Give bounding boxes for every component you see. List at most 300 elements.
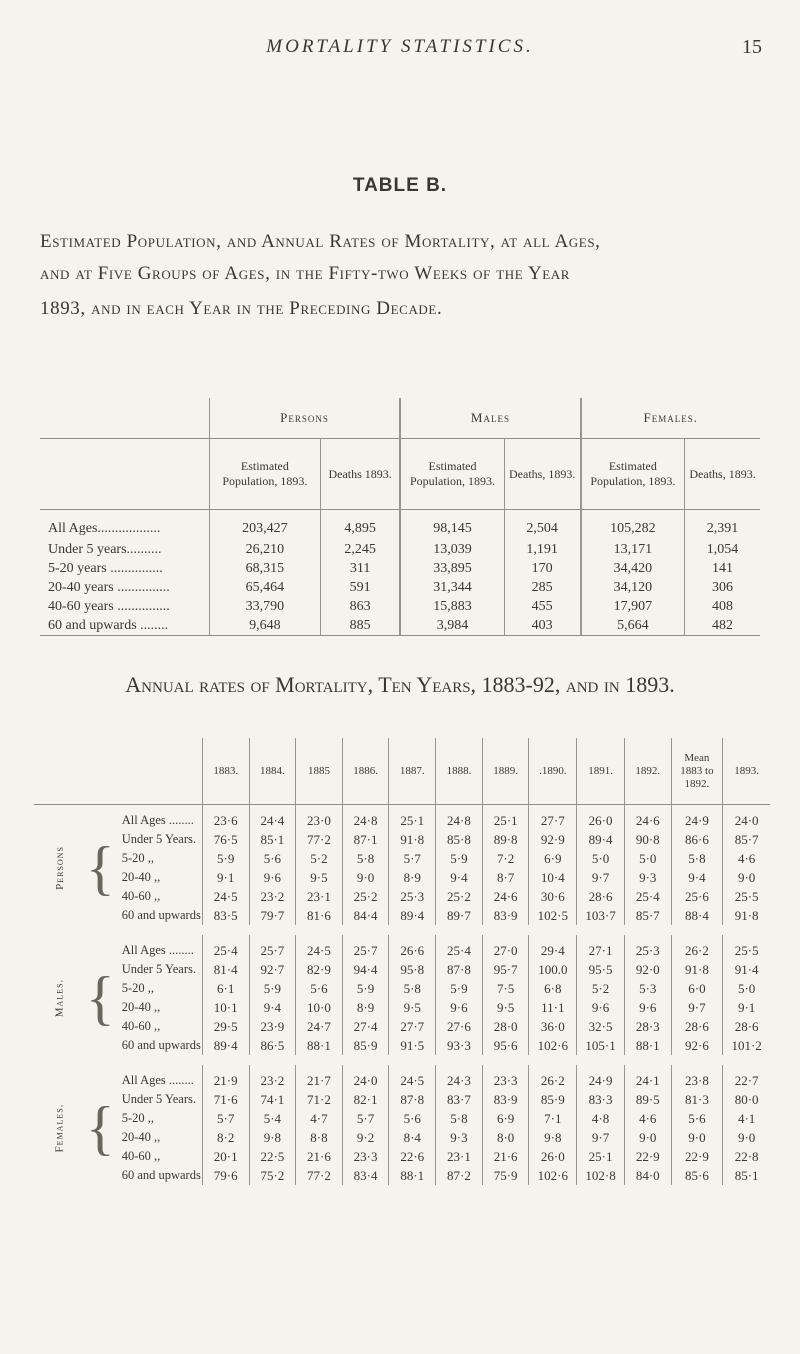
rate-row bbox=[34, 830, 770, 849]
age-label: All Ages ........ bbox=[121, 813, 194, 827]
rate-cell: 75·9 bbox=[482, 1166, 529, 1185]
rate-cell: 85·7 bbox=[723, 830, 770, 849]
table-label: TABLE B. bbox=[352, 175, 448, 196]
rate-cell: 5·8 bbox=[342, 849, 389, 868]
rate-cell: 6·8 bbox=[529, 979, 577, 998]
row-label: Under 5 years.......... bbox=[48, 541, 162, 557]
population-cell: 408 bbox=[685, 597, 760, 616]
rate-cell: 5·0 bbox=[577, 849, 625, 868]
population-cell: 13,039 bbox=[400, 540, 504, 559]
rate-cell: 87·2 bbox=[436, 1166, 483, 1185]
population-cell: 15,883 bbox=[400, 597, 504, 616]
population-cell: 2,391 bbox=[685, 510, 760, 541]
rate-cell: 6·1 bbox=[202, 979, 249, 998]
rate-cell: 91·8 bbox=[723, 906, 770, 925]
population-row bbox=[40, 510, 760, 541]
rate-row bbox=[34, 805, 770, 831]
rate-cell: 9·5 bbox=[296, 868, 343, 887]
age-label: 60 and upwards bbox=[121, 908, 201, 922]
rate-cell: 102·6 bbox=[529, 1036, 577, 1055]
rate-cell: 28·6 bbox=[577, 887, 625, 906]
rate-cell: 88·1 bbox=[624, 1036, 671, 1055]
population-cell: 31,344 bbox=[400, 578, 504, 597]
year-header: Mean 1883 to 1892. bbox=[671, 738, 723, 805]
rate-cell: 86·6 bbox=[671, 830, 723, 849]
rate-cell: 74·1 bbox=[249, 1090, 296, 1109]
rate-cell: 22·8 bbox=[723, 1147, 770, 1166]
rate-cell: 9·0 bbox=[723, 868, 770, 887]
rate-cell: 5·6 bbox=[671, 1109, 723, 1128]
group-brace: { bbox=[85, 965, 115, 1031]
rate-cell: 23·6 bbox=[202, 805, 249, 831]
rate-cell: 25·4 bbox=[436, 935, 483, 960]
year-header: 1887. bbox=[389, 738, 436, 805]
rate-cell: 24·5 bbox=[296, 935, 343, 960]
rate-cell: 91·8 bbox=[389, 830, 436, 849]
row-label: 60 and upwards ........ bbox=[48, 617, 169, 633]
rate-cell: 82·9 bbox=[296, 960, 343, 979]
rate-cell: 24·4 bbox=[249, 805, 296, 831]
year-header: 1886. bbox=[342, 738, 389, 805]
rate-cell: 25·5 bbox=[723, 887, 770, 906]
rate-row bbox=[34, 998, 770, 1017]
running-head bbox=[0, 36, 800, 66]
rate-cell: 23·1 bbox=[436, 1147, 483, 1166]
rate-row bbox=[34, 906, 770, 925]
rate-cell: 25·4 bbox=[624, 887, 671, 906]
rate-cell: 24·8 bbox=[436, 805, 483, 831]
rate-row bbox=[34, 1166, 770, 1185]
rate-cell: 26·0 bbox=[577, 805, 625, 831]
rate-cell: 24·3 bbox=[436, 1065, 483, 1090]
rate-cell: 82·1 bbox=[342, 1090, 389, 1109]
rate-cell: 24·1 bbox=[624, 1065, 671, 1090]
population-cell: 311 bbox=[321, 559, 401, 578]
rate-cell: 25·1 bbox=[577, 1147, 625, 1166]
rate-cell: 9·1 bbox=[202, 868, 249, 887]
rate-cell: 92·9 bbox=[529, 830, 577, 849]
rate-cell: 83·9 bbox=[482, 906, 529, 925]
population-cell: 141 bbox=[685, 559, 760, 578]
separator-cell bbox=[34, 925, 770, 935]
subtitle-line-1: Estimated Population, and Annual Rates of Mortality, at all Ages, bbox=[40, 231, 601, 252]
population-cell: 3,984 bbox=[400, 616, 504, 636]
population-row bbox=[40, 616, 760, 636]
rate-row bbox=[34, 1036, 770, 1055]
rate-row bbox=[34, 1109, 770, 1128]
rate-cell: 91·5 bbox=[389, 1036, 436, 1055]
col-males-deaths: Deaths, 1893. bbox=[504, 439, 580, 510]
rate-cell: 77·2 bbox=[296, 1166, 343, 1185]
rate-cell: 81·3 bbox=[671, 1090, 723, 1109]
rate-cell: 103·7 bbox=[577, 906, 625, 925]
col-females-population: Estimated Population, 1893. bbox=[581, 439, 685, 510]
rate-cell: 85·7 bbox=[624, 906, 671, 925]
group-header-females: Females. bbox=[581, 398, 760, 439]
rate-cell: 22·5 bbox=[249, 1147, 296, 1166]
rate-cell: 89·8 bbox=[482, 830, 529, 849]
rate-cell: 6·9 bbox=[482, 1109, 529, 1128]
rates-caption: Annual rates of Mortality, Ten Years, 1883-92, and in 1893. bbox=[125, 672, 675, 697]
rate-cell: 9·7 bbox=[577, 868, 625, 887]
population-cell: 9,648 bbox=[209, 616, 320, 636]
rate-cell: 9·6 bbox=[577, 998, 625, 1017]
group-label-text: Persons bbox=[53, 846, 66, 890]
rate-cell: 85·1 bbox=[249, 830, 296, 849]
rate-cell: 5·6 bbox=[249, 849, 296, 868]
rate-cell: 9·0 bbox=[723, 1128, 770, 1147]
population-row bbox=[40, 578, 760, 597]
rate-cell: 28·3 bbox=[624, 1017, 671, 1036]
rate-cell: 25·2 bbox=[436, 887, 483, 906]
rate-cell: 77·2 bbox=[296, 830, 343, 849]
rate-cell: 24·8 bbox=[342, 805, 389, 831]
rate-cell: 27·7 bbox=[529, 805, 577, 831]
rate-cell: 9·7 bbox=[671, 998, 723, 1017]
rate-cell: 5·6 bbox=[389, 1109, 436, 1128]
rate-cell: 24·9 bbox=[577, 1065, 625, 1090]
rate-cell: 88·1 bbox=[296, 1036, 343, 1055]
rate-cell: 27·4 bbox=[342, 1017, 389, 1036]
year-header: 1883. bbox=[202, 738, 249, 805]
rate-cell: 28·6 bbox=[671, 1017, 723, 1036]
rate-cell: 4·7 bbox=[296, 1109, 343, 1128]
population-cell: 306 bbox=[685, 578, 760, 597]
rate-cell: 23·8 bbox=[671, 1065, 723, 1090]
rate-cell: 85·9 bbox=[529, 1090, 577, 1109]
rate-cell: 102·5 bbox=[529, 906, 577, 925]
rate-cell: 23·0 bbox=[296, 805, 343, 831]
rate-cell: 9·6 bbox=[436, 998, 483, 1017]
population-cell: 17,907 bbox=[581, 597, 685, 616]
population-cell: 885 bbox=[321, 616, 401, 636]
page-number: 15 bbox=[742, 36, 762, 58]
rate-cell: 27·1 bbox=[577, 935, 625, 960]
rate-cell: 5·9 bbox=[249, 979, 296, 998]
group-label-text: Males. bbox=[53, 978, 66, 1018]
rate-cell: 105·1 bbox=[577, 1036, 625, 1055]
rate-row bbox=[34, 1090, 770, 1109]
rate-cell: 23·3 bbox=[482, 1065, 529, 1090]
rate-cell: 7·1 bbox=[529, 1109, 577, 1128]
rate-cell: 27·6 bbox=[436, 1017, 483, 1036]
rate-cell: 87·1 bbox=[342, 830, 389, 849]
rate-cell: 9·0 bbox=[624, 1128, 671, 1147]
rate-cell: 89·4 bbox=[389, 906, 436, 925]
separator-cell bbox=[34, 1055, 770, 1065]
group-header-persons: Persons bbox=[209, 398, 400, 439]
population-row bbox=[40, 559, 760, 578]
row-label: 40-60 years ............... bbox=[48, 598, 170, 614]
rate-cell: 9·6 bbox=[624, 998, 671, 1017]
rate-cell: 9·7 bbox=[577, 1128, 625, 1147]
rate-cell: 8·4 bbox=[389, 1128, 436, 1147]
rate-row bbox=[34, 935, 770, 960]
population-cell: 34,420 bbox=[581, 559, 685, 578]
rate-cell: 24·6 bbox=[482, 887, 529, 906]
rate-cell: 5·7 bbox=[202, 1109, 249, 1128]
year-header: 1891. bbox=[577, 738, 625, 805]
rate-cell: 25·2 bbox=[342, 887, 389, 906]
subtitle-line-3: 1893, and in each Year in the Preceding Decade. bbox=[40, 298, 443, 319]
rate-cell: 95·5 bbox=[577, 960, 625, 979]
population-cell: 2,245 bbox=[321, 540, 401, 559]
population-cell: 482 bbox=[685, 616, 760, 636]
rate-cell: 6·0 bbox=[671, 979, 723, 998]
age-label: 5-20 ,, bbox=[121, 981, 154, 995]
rate-cell: 6·9 bbox=[529, 849, 577, 868]
rate-cell: 24·0 bbox=[723, 805, 770, 831]
age-label: 40-60 ,, bbox=[121, 1149, 161, 1163]
rate-cell: 24·5 bbox=[389, 1065, 436, 1090]
rate-row bbox=[34, 887, 770, 906]
population-cell: 2,504 bbox=[504, 510, 580, 541]
rate-cell: 8·2 bbox=[202, 1128, 249, 1147]
rate-cell: 89·4 bbox=[577, 830, 625, 849]
rate-row bbox=[34, 868, 770, 887]
rate-cell: 85·1 bbox=[723, 1166, 770, 1185]
age-label: 5-20 ,, bbox=[121, 1111, 154, 1125]
rate-cell: 24·0 bbox=[342, 1065, 389, 1090]
population-cell: 403 bbox=[504, 616, 580, 636]
rate-cell: 9·5 bbox=[482, 998, 529, 1017]
rate-cell: 22·7 bbox=[723, 1065, 770, 1090]
rate-cell: 4·6 bbox=[723, 849, 770, 868]
rate-cell: 91·4 bbox=[723, 960, 770, 979]
population-cell: 170 bbox=[504, 559, 580, 578]
rate-cell: 23·1 bbox=[296, 887, 343, 906]
population-cell: 863 bbox=[321, 597, 401, 616]
rate-cell: 88·4 bbox=[671, 906, 723, 925]
rate-cell: 29·4 bbox=[529, 935, 577, 960]
age-label: 60 and upwards bbox=[121, 1168, 201, 1182]
rate-cell: 9·0 bbox=[342, 868, 389, 887]
rate-cell: 87·8 bbox=[389, 1090, 436, 1109]
rate-cell: 91·8 bbox=[671, 960, 723, 979]
rate-cell: 9·4 bbox=[671, 868, 723, 887]
rate-cell: 8·9 bbox=[342, 998, 389, 1017]
rate-cell: 5·7 bbox=[389, 849, 436, 868]
population-row bbox=[40, 597, 760, 616]
population-cell: 591 bbox=[321, 578, 401, 597]
rate-cell: 29·5 bbox=[202, 1017, 249, 1036]
rate-cell: 23·2 bbox=[249, 1065, 296, 1090]
rate-cell: 87·8 bbox=[436, 960, 483, 979]
group-brace: { bbox=[85, 1095, 115, 1161]
rate-cell: 25·7 bbox=[342, 935, 389, 960]
rate-cell: 9·5 bbox=[389, 998, 436, 1017]
running-title: MORTALITY STATISTICS. bbox=[266, 36, 534, 57]
col-females-deaths: Deaths, 1893. bbox=[685, 439, 760, 510]
rate-cell: 89·4 bbox=[202, 1036, 249, 1055]
rate-cell: 26·0 bbox=[529, 1147, 577, 1166]
rate-cell: 25·7 bbox=[249, 935, 296, 960]
rate-cell: 22·6 bbox=[389, 1147, 436, 1166]
rate-cell: 24·7 bbox=[296, 1017, 343, 1036]
rate-cell: 9·4 bbox=[249, 998, 296, 1017]
rate-cell: 101·2 bbox=[723, 1036, 770, 1055]
row-label: 20-40 years ............... bbox=[48, 579, 170, 595]
rate-cell: 93·3 bbox=[436, 1036, 483, 1055]
rate-cell: 5·2 bbox=[296, 849, 343, 868]
rate-cell: 27·0 bbox=[482, 935, 529, 960]
population-cell: 13,171 bbox=[581, 540, 685, 559]
rate-cell: 9·2 bbox=[342, 1128, 389, 1147]
table2-corner bbox=[34, 738, 202, 805]
year-header: 1893. bbox=[723, 738, 770, 805]
rate-cell: 32·5 bbox=[577, 1017, 625, 1036]
rate-cell: 8·9 bbox=[389, 868, 436, 887]
rate-row bbox=[34, 1128, 770, 1147]
rate-row bbox=[34, 1017, 770, 1036]
rate-cell: 22·9 bbox=[624, 1147, 671, 1166]
rate-cell: 9·8 bbox=[249, 1128, 296, 1147]
rate-cell: 75·2 bbox=[249, 1166, 296, 1185]
population-deaths-table bbox=[40, 398, 760, 636]
group-label bbox=[34, 805, 85, 926]
col-persons-population: Estimated Population, 1893. bbox=[209, 439, 320, 510]
population-cell: 98,145 bbox=[400, 510, 504, 541]
rate-cell: 92·0 bbox=[624, 960, 671, 979]
rate-cell: 23·9 bbox=[249, 1017, 296, 1036]
age-label: 40-60 ,, bbox=[121, 889, 161, 903]
rate-cell: 100.0 bbox=[529, 960, 577, 979]
rate-cell: 8·8 bbox=[296, 1128, 343, 1147]
rate-cell: 5·3 bbox=[624, 979, 671, 998]
age-label: 40-60 ,, bbox=[121, 1019, 161, 1033]
rate-cell: 94·4 bbox=[342, 960, 389, 979]
table1-corner-2 bbox=[40, 439, 209, 510]
rate-cell: 95·6 bbox=[482, 1036, 529, 1055]
rate-row bbox=[34, 1065, 770, 1090]
rate-cell: 95·8 bbox=[389, 960, 436, 979]
rate-cell: 7·5 bbox=[482, 979, 529, 998]
rate-cell: 25·5 bbox=[723, 935, 770, 960]
population-cell: 203,427 bbox=[209, 510, 320, 541]
rate-cell: 11·1 bbox=[529, 998, 577, 1017]
population-cell: 33,790 bbox=[209, 597, 320, 616]
age-label: 20-40 ,, bbox=[121, 870, 161, 884]
rate-cell: 5·0 bbox=[624, 849, 671, 868]
rate-cell: 25·6 bbox=[671, 887, 723, 906]
age-label: Under 5 Years. bbox=[121, 832, 196, 846]
rate-cell: 24·9 bbox=[671, 805, 723, 831]
rate-cell: 21·6 bbox=[296, 1147, 343, 1166]
rate-cell: 26·2 bbox=[671, 935, 723, 960]
rate-cell: 10·0 bbox=[296, 998, 343, 1017]
rate-cell: 5·4 bbox=[249, 1109, 296, 1128]
rate-cell: 86·5 bbox=[249, 1036, 296, 1055]
rate-cell: 84·4 bbox=[342, 906, 389, 925]
rate-cell: 5·9 bbox=[342, 979, 389, 998]
rate-cell: 23·3 bbox=[342, 1147, 389, 1166]
year-header: 1885 bbox=[296, 738, 343, 805]
rate-cell: 71·2 bbox=[296, 1090, 343, 1109]
rate-cell: 9·4 bbox=[436, 868, 483, 887]
rate-cell: 5·8 bbox=[671, 849, 723, 868]
rate-cell: 102·6 bbox=[529, 1166, 577, 1185]
group-header-males: Males bbox=[400, 398, 580, 439]
rate-cell: 95·7 bbox=[482, 960, 529, 979]
population-cell: 34,120 bbox=[581, 578, 685, 597]
rate-cell: 9·6 bbox=[249, 868, 296, 887]
rate-cell: 4·8 bbox=[577, 1109, 625, 1128]
rate-row bbox=[34, 849, 770, 868]
population-cell: 65,464 bbox=[209, 578, 320, 597]
population-cell: 455 bbox=[504, 597, 580, 616]
rate-cell: 4·1 bbox=[723, 1109, 770, 1128]
year-header: 1888. bbox=[436, 738, 483, 805]
rate-cell: 28·0 bbox=[482, 1017, 529, 1036]
rate-cell: 22·9 bbox=[671, 1147, 723, 1166]
rate-cell: 20·1 bbox=[202, 1147, 249, 1166]
rate-row bbox=[34, 1147, 770, 1166]
age-label: 20-40 ,, bbox=[121, 1000, 161, 1014]
rate-cell: 5·2 bbox=[577, 979, 625, 998]
rate-cell: 25·1 bbox=[389, 805, 436, 831]
rate-cell: 30·6 bbox=[529, 887, 577, 906]
rate-cell: 79·6 bbox=[202, 1166, 249, 1185]
rate-cell: 92·6 bbox=[671, 1036, 723, 1055]
rate-cell: 24·5 bbox=[202, 887, 249, 906]
rate-cell: 25·1 bbox=[482, 805, 529, 831]
group-label bbox=[34, 1065, 85, 1185]
age-label: 5-20 ,, bbox=[121, 851, 154, 865]
group-label bbox=[34, 935, 85, 1055]
rate-cell: 89·7 bbox=[436, 906, 483, 925]
rate-cell: 80·0 bbox=[723, 1090, 770, 1109]
rate-cell: 88·1 bbox=[389, 1166, 436, 1185]
rate-cell: 5·8 bbox=[436, 1109, 483, 1128]
rate-cell: 8·0 bbox=[482, 1128, 529, 1147]
rate-cell: 5·9 bbox=[436, 979, 483, 998]
age-label: All Ages ........ bbox=[121, 1073, 194, 1087]
mortality-rates-table bbox=[34, 738, 770, 1185]
age-label: All Ages ........ bbox=[121, 943, 194, 957]
group-brace: { bbox=[85, 835, 115, 901]
population-cell: 5,664 bbox=[581, 616, 685, 636]
rate-cell: 5·7 bbox=[342, 1109, 389, 1128]
population-cell: 26,210 bbox=[209, 540, 320, 559]
group-separator bbox=[34, 925, 770, 935]
rate-cell: 5·9 bbox=[202, 849, 249, 868]
rate-cell: 83·9 bbox=[482, 1090, 529, 1109]
rate-cell: 23·2 bbox=[249, 887, 296, 906]
population-cell: 1,191 bbox=[504, 540, 580, 559]
rate-cell: 90·8 bbox=[624, 830, 671, 849]
row-label: All Ages.................. bbox=[48, 521, 161, 536]
table1-corner bbox=[40, 398, 209, 439]
rate-row bbox=[34, 979, 770, 998]
rate-row bbox=[34, 960, 770, 979]
rate-cell: 7·2 bbox=[482, 849, 529, 868]
rate-cell: 24·6 bbox=[624, 805, 671, 831]
rate-cell: 25·3 bbox=[389, 887, 436, 906]
age-label: 60 and upwards bbox=[121, 1038, 201, 1052]
col-persons-deaths: Deaths 1893. bbox=[321, 439, 401, 510]
rate-cell: 9·3 bbox=[436, 1128, 483, 1147]
rate-cell: 9·0 bbox=[671, 1128, 723, 1147]
rate-cell: 92·7 bbox=[249, 960, 296, 979]
rate-cell: 81·4 bbox=[202, 960, 249, 979]
age-label: 20-40 ,, bbox=[121, 1130, 161, 1144]
year-header: 1892. bbox=[624, 738, 671, 805]
subtitle-line-2: and at Five Groups of Ages, in the Fifty-two Weeks of the Year bbox=[40, 263, 571, 284]
year-header: 1884. bbox=[249, 738, 296, 805]
rate-cell: 84·0 bbox=[624, 1166, 671, 1185]
rate-cell: 83·5 bbox=[202, 906, 249, 925]
population-cell: 105,282 bbox=[581, 510, 685, 541]
